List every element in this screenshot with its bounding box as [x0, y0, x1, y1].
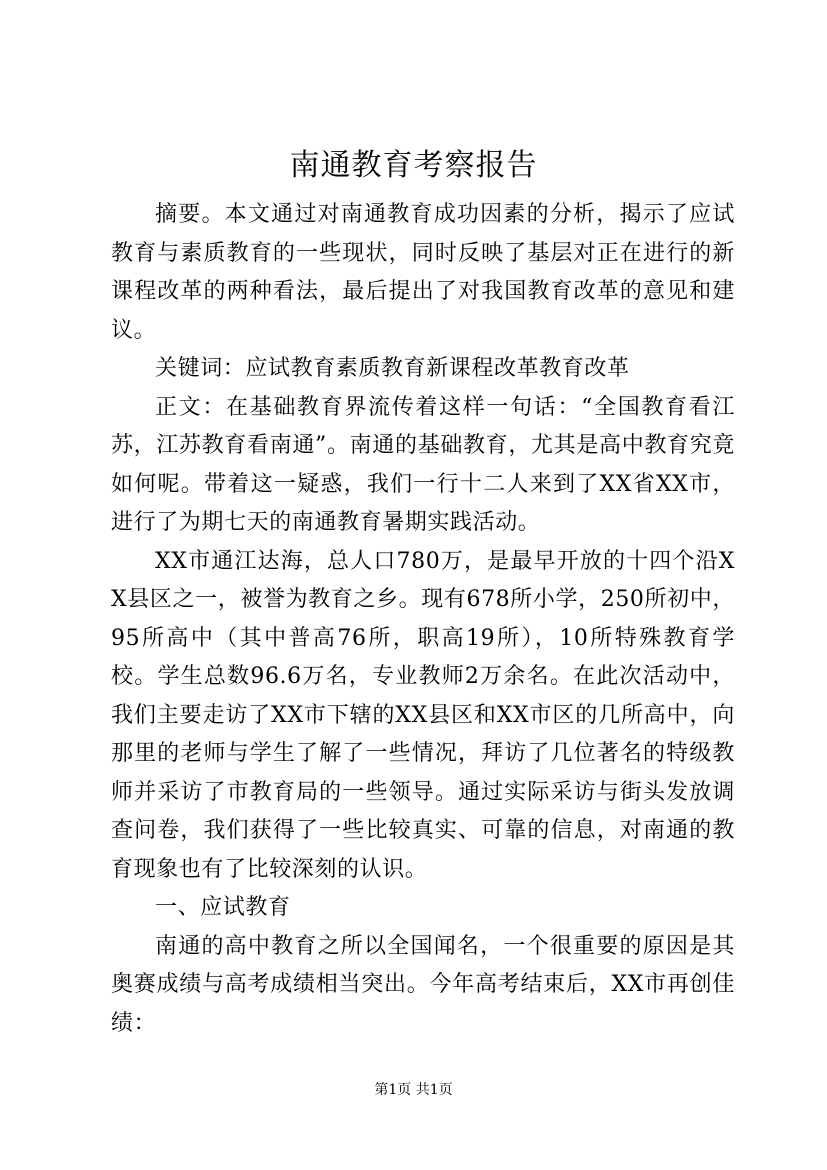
- body-paragraph: 南通的高中教育之所以全国闻名，一个很重要的原因是其奥赛成绩与高考成绩相当突出。今年高考结束后，XX市再创佳绩：: [111, 933, 735, 1036]
- body-paragraph: XX市通江达海，总人口780万，是最早开放的十四个沿XX县区之一，被誉为教育之乡。现有678所小学，250所初中，95所高中（其中普高76所，职高19所），10所特殊教育学校。学生总数96.6万名，专业教师2万余名。在此次活动中，我们主要走访了XX市下辖的XX县区和XX市区的几所高中，向那里的老师与学生了解了一些情况，拜访了几位著名的特级教师并采访了市教育局的一些领导。通过实际采访与街头发放调查问卷，我们获得了一些比较真实、可靠的信息，对南通的教育现象也有了比较深刻的认识。: [111, 548, 735, 882]
- document-title: 南通教育考察报告: [289, 148, 538, 183]
- abstract-paragraph: 摘要。本文通过对南通教育成功因素的分析，揭示了应试教育与素质教育的一些现状，同时反映了基层对正在进行的新课程改革的两种看法，最后提出了对我国教育改革的意见和建议。: [111, 202, 735, 343]
- keywords-paragraph: 关键词：应试教育素质教育新课程改革教育改革: [155, 356, 630, 381]
- page-footer: 第1页 共1页: [374, 1082, 453, 1098]
- body-paragraph: 正文：在基础教育界流传着这样一句话：“全国教育看江苏，江苏教育看南通”。南通的基础教育，尤其是高中教育究竟如何呢。带着这一疑惑，我们一行十二人来到了XX省XX市，进行了为期七天的南通教育暑期实践活动。: [111, 394, 735, 535]
- section-heading: 一、应试教育: [155, 895, 291, 920]
- document-body: [111, 196, 735, 1043]
